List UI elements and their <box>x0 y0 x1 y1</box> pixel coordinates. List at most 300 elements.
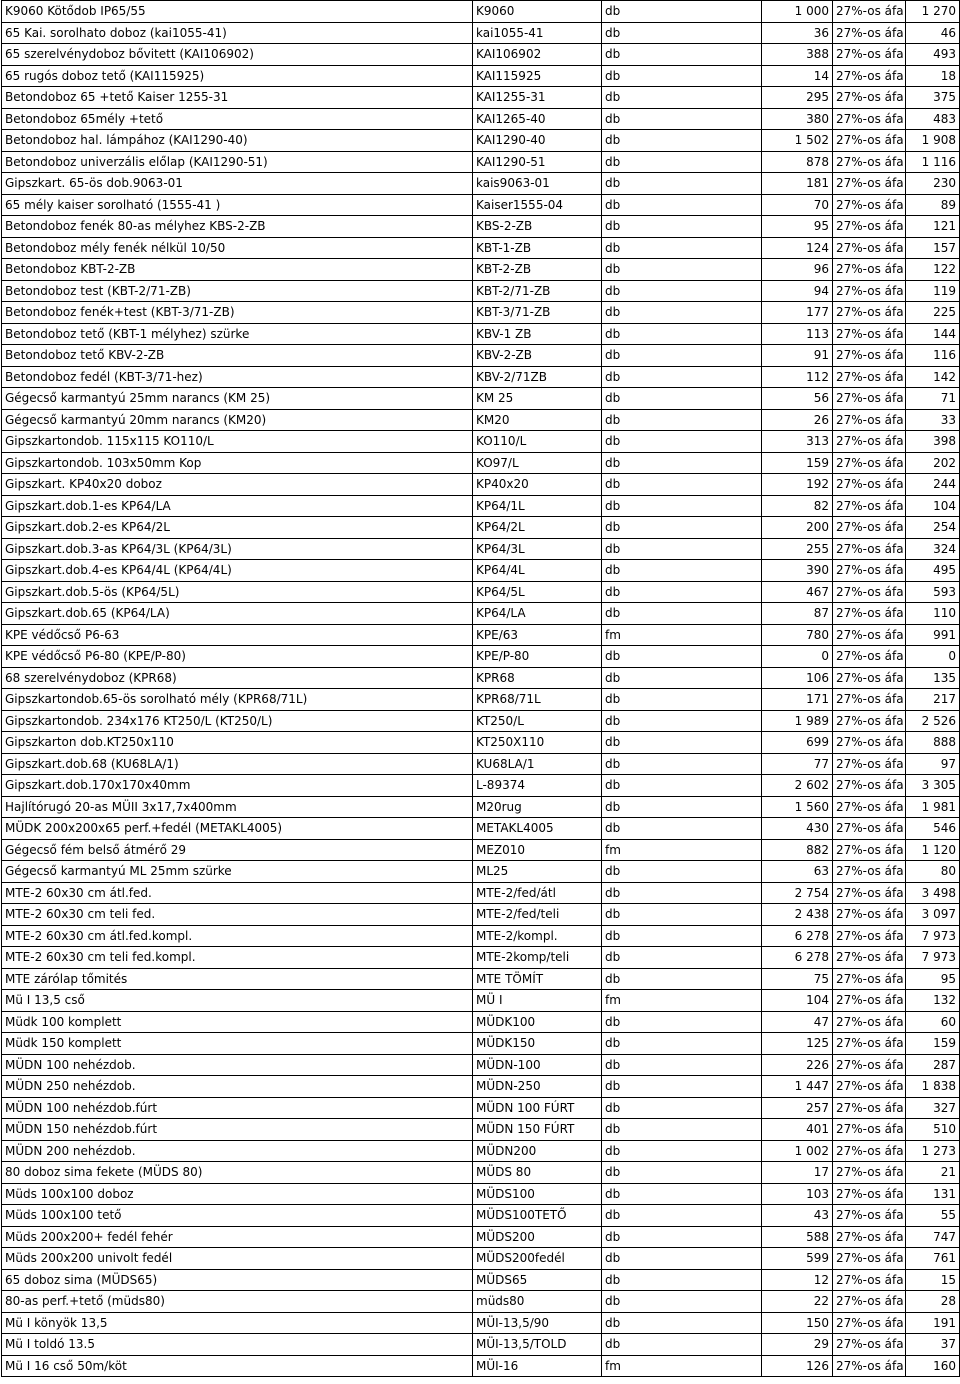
product-code-cell: KP64/2L <box>473 517 602 539</box>
product-name-cell: MÜDN 200 nehézdob. <box>2 1140 473 1162</box>
unit-cell: db <box>602 710 762 732</box>
product-name-cell: 65 Kai. sorolhato doboz (kai1055-41) <box>2 22 473 44</box>
product-name-cell: Gipszkart.dob.5-ös (KP64/5L) <box>2 581 473 603</box>
net-price-cell: 1 000 <box>762 1 833 23</box>
gross-price-cell: 144 <box>906 323 960 345</box>
product-code-cell: KBV-1 ZB <box>473 323 602 345</box>
gross-price-cell: 398 <box>906 431 960 453</box>
table-row <box>2 796 960 818</box>
net-price-cell: 95 <box>762 216 833 238</box>
vat-rate-cell: 27%-os áfa <box>833 1097 906 1119</box>
product-name-cell: 80 doboz sima fekete (MÜDS 80) <box>2 1162 473 1184</box>
product-name-cell: MÜDN 100 nehézdob.fúrt <box>2 1097 473 1119</box>
product-name-cell: Gipszkartondob. 234x176 KT250/L (KT250/L) <box>2 710 473 732</box>
unit-cell: db <box>602 216 762 238</box>
vat-rate-cell: 27%-os áfa <box>833 173 906 195</box>
product-name-cell: Gipszkart.dob.65 (KP64/LA) <box>2 603 473 625</box>
product-code-cell: KP64/1L <box>473 495 602 517</box>
product-name-cell: Gipszkart.dob.3-as KP64/3L (KP64/3L) <box>2 538 473 560</box>
vat-rate-cell: 27%-os áfa <box>833 1269 906 1291</box>
product-name-cell: Betondoboz KBT-2-ZB <box>2 259 473 281</box>
product-name-cell: Gipszkart. KP40x20 doboz <box>2 474 473 496</box>
vat-rate-cell: 27%-os áfa <box>833 194 906 216</box>
table-row <box>2 1162 960 1184</box>
product-code-cell: kais9063-01 <box>473 173 602 195</box>
product-name-cell: Mü I 13,5 cső <box>2 990 473 1012</box>
product-code-cell: MÜDN 100 FÚRT <box>473 1097 602 1119</box>
net-price-cell: 14 <box>762 65 833 87</box>
table-row <box>2 345 960 367</box>
gross-price-cell: 55 <box>906 1205 960 1227</box>
unit-cell: db <box>602 947 762 969</box>
net-price-cell: 63 <box>762 861 833 883</box>
product-name-cell: Müds 200x200 univolt fedél <box>2 1248 473 1270</box>
product-code-cell: KBV-2-ZB <box>473 345 602 367</box>
gross-price-cell: 327 <box>906 1097 960 1119</box>
gross-price-cell: 324 <box>906 538 960 560</box>
product-name-cell: Gégecső karmantyú 25mm narancs (KM 25) <box>2 388 473 410</box>
gross-price-cell: 483 <box>906 108 960 130</box>
unit-cell: db <box>602 603 762 625</box>
table-row <box>2 1054 960 1076</box>
table-row <box>2 1183 960 1205</box>
gross-price-cell: 33 <box>906 409 960 431</box>
unit-cell: db <box>602 65 762 87</box>
gross-price-cell: 95 <box>906 968 960 990</box>
vat-rate-cell: 27%-os áfa <box>833 796 906 818</box>
product-code-cell: MTE-2/fed/átl <box>473 882 602 904</box>
gross-price-cell: 254 <box>906 517 960 539</box>
product-code-cell: MTE-2/kompl. <box>473 925 602 947</box>
table-row <box>2 581 960 603</box>
net-price-cell: 430 <box>762 818 833 840</box>
unit-cell: db <box>602 280 762 302</box>
net-price-cell: 87 <box>762 603 833 625</box>
vat-rate-cell: 27%-os áfa <box>833 689 906 711</box>
product-name-cell: 65 doboz sima (MÜDS65) <box>2 1269 473 1291</box>
gross-price-cell: 104 <box>906 495 960 517</box>
product-code-cell: MÜI-16 <box>473 1355 602 1377</box>
gross-price-cell: 1 273 <box>906 1140 960 1162</box>
net-price-cell: 295 <box>762 87 833 109</box>
table-row <box>2 280 960 302</box>
vat-rate-cell: 27%-os áfa <box>833 1 906 23</box>
table-row <box>2 151 960 173</box>
net-price-cell: 1 002 <box>762 1140 833 1162</box>
gross-price-cell: 119 <box>906 280 960 302</box>
unit-cell: fm <box>602 839 762 861</box>
gross-price-cell: 121 <box>906 216 960 238</box>
net-price-cell: 112 <box>762 366 833 388</box>
gross-price-cell: 142 <box>906 366 960 388</box>
product-code-cell: ML25 <box>473 861 602 883</box>
table-row <box>2 1269 960 1291</box>
product-code-cell: KPE/P-80 <box>473 646 602 668</box>
unit-cell: db <box>602 1076 762 1098</box>
net-price-cell: 77 <box>762 753 833 775</box>
vat-rate-cell: 27%-os áfa <box>833 1054 906 1076</box>
table-row <box>2 732 960 754</box>
unit-cell: db <box>602 753 762 775</box>
net-price-cell: 106 <box>762 667 833 689</box>
vat-rate-cell: 27%-os áfa <box>833 818 906 840</box>
table-row <box>2 861 960 883</box>
table-row <box>2 818 960 840</box>
unit-cell: db <box>602 1033 762 1055</box>
vat-rate-cell: 27%-os áfa <box>833 904 906 926</box>
net-price-cell: 91 <box>762 345 833 367</box>
vat-rate-cell: 27%-os áfa <box>833 44 906 66</box>
gross-price-cell: 1 120 <box>906 839 960 861</box>
unit-cell: db <box>602 431 762 453</box>
product-code-cell: MÜDN 150 FÚRT <box>473 1119 602 1141</box>
gross-price-cell: 0 <box>906 646 960 668</box>
vat-rate-cell: 27%-os áfa <box>833 603 906 625</box>
gross-price-cell: 131 <box>906 1183 960 1205</box>
product-code-cell: MÜDS200 <box>473 1226 602 1248</box>
table-row <box>2 925 960 947</box>
product-code-cell: MTE TÖMÍT <box>473 968 602 990</box>
net-price-cell: 17 <box>762 1162 833 1184</box>
table-row <box>2 1119 960 1141</box>
net-price-cell: 150 <box>762 1312 833 1334</box>
net-price-cell: 22 <box>762 1291 833 1313</box>
product-name-cell: MTE-2 60x30 cm átl.fed.kompl. <box>2 925 473 947</box>
net-price-cell: 588 <box>762 1226 833 1248</box>
gross-price-cell: 15 <box>906 1269 960 1291</box>
unit-cell: db <box>602 1119 762 1141</box>
table-row <box>2 44 960 66</box>
product-name-cell: MTE-2 60x30 cm teli fed.kompl. <box>2 947 473 969</box>
unit-cell: db <box>602 1183 762 1205</box>
table-row <box>2 194 960 216</box>
vat-rate-cell: 27%-os áfa <box>833 1226 906 1248</box>
unit-cell: db <box>602 1291 762 1313</box>
product-code-cell: KP64/3L <box>473 538 602 560</box>
unit-cell: db <box>602 517 762 539</box>
gross-price-cell: 116 <box>906 345 960 367</box>
unit-cell: db <box>602 1 762 23</box>
gross-price-cell: 3 305 <box>906 775 960 797</box>
vat-rate-cell: 27%-os áfa <box>833 1291 906 1313</box>
table-row <box>2 947 960 969</box>
net-price-cell: 171 <box>762 689 833 711</box>
product-code-cell: KBS-2-ZB <box>473 216 602 238</box>
table-row <box>2 388 960 410</box>
table-row <box>2 775 960 797</box>
product-code-cell: MÜDN200 <box>473 1140 602 1162</box>
gross-price-cell: 1 270 <box>906 1 960 23</box>
product-name-cell: 68 szerelvénydoboz (KPR68) <box>2 667 473 689</box>
product-code-cell: KM 25 <box>473 388 602 410</box>
unit-cell: fm <box>602 990 762 1012</box>
product-name-cell: 65 mély kaiser sorolható (1555-41 ) <box>2 194 473 216</box>
net-price-cell: 2 438 <box>762 904 833 926</box>
gross-price-cell: 2 526 <box>906 710 960 732</box>
gross-price-cell: 89 <box>906 194 960 216</box>
table-row <box>2 1291 960 1313</box>
gross-price-cell: 546 <box>906 818 960 840</box>
gross-price-cell: 160 <box>906 1355 960 1377</box>
net-price-cell: 1 560 <box>762 796 833 818</box>
net-price-cell: 380 <box>762 108 833 130</box>
product-code-cell: MÜ I <box>473 990 602 1012</box>
product-name-cell: Betondoboz mély fenék nélkül 10/50 <box>2 237 473 259</box>
net-price-cell: 75 <box>762 968 833 990</box>
product-name-cell: K9060 Kötődob IP65/55 <box>2 1 473 23</box>
product-name-cell: Gipszkart. 65-ös dob.9063-01 <box>2 173 473 195</box>
table-row <box>2 87 960 109</box>
net-price-cell: 878 <box>762 151 833 173</box>
unit-cell: db <box>602 1205 762 1227</box>
net-price-cell: 94 <box>762 280 833 302</box>
table-row <box>2 904 960 926</box>
product-code-cell: KPR68 <box>473 667 602 689</box>
product-code-cell: KBT-1-ZB <box>473 237 602 259</box>
net-price-cell: 113 <box>762 323 833 345</box>
unit-cell: db <box>602 775 762 797</box>
net-price-cell: 780 <box>762 624 833 646</box>
vat-rate-cell: 27%-os áfa <box>833 753 906 775</box>
net-price-cell: 1 447 <box>762 1076 833 1098</box>
table-row <box>2 173 960 195</box>
net-price-cell: 6 278 <box>762 925 833 947</box>
net-price-cell: 12 <box>762 1269 833 1291</box>
gross-price-cell: 18 <box>906 65 960 87</box>
product-code-cell: KAI115925 <box>473 65 602 87</box>
product-code-cell: MÜI-13,5/90 <box>473 1312 602 1334</box>
product-code-cell: KO97/L <box>473 452 602 474</box>
net-price-cell: 2 754 <box>762 882 833 904</box>
table-row <box>2 302 960 324</box>
product-name-cell: KPE védőcső P6-63 <box>2 624 473 646</box>
product-name-cell: Müdk 100 komplett <box>2 1011 473 1033</box>
product-code-cell: MÜDK150 <box>473 1033 602 1055</box>
vat-rate-cell: 27%-os áfa <box>833 1033 906 1055</box>
vat-rate-cell: 27%-os áfa <box>833 345 906 367</box>
vat-rate-cell: 27%-os áfa <box>833 1248 906 1270</box>
vat-rate-cell: 27%-os áfa <box>833 1162 906 1184</box>
unit-cell: db <box>602 1097 762 1119</box>
vat-rate-cell: 27%-os áfa <box>833 452 906 474</box>
vat-rate-cell: 27%-os áfa <box>833 495 906 517</box>
vat-rate-cell: 27%-os áfa <box>833 517 906 539</box>
product-name-cell: MÜDN 100 nehézdob. <box>2 1054 473 1076</box>
gross-price-cell: 888 <box>906 732 960 754</box>
product-name-cell: Gipszkartondob. 103x50mm Kop <box>2 452 473 474</box>
product-name-cell: KPE védőcső P6-80 (KPE/P-80) <box>2 646 473 668</box>
unit-cell: db <box>602 1226 762 1248</box>
net-price-cell: 124 <box>762 237 833 259</box>
product-name-cell: Hajlítórugó 20-as MÜII 3x17,7x400mm <box>2 796 473 818</box>
table-row <box>2 1076 960 1098</box>
net-price-cell: 125 <box>762 1033 833 1055</box>
product-name-cell: Gipszkart.dob.2-es KP64/2L <box>2 517 473 539</box>
net-price-cell: 401 <box>762 1119 833 1141</box>
product-name-cell: Müdk 150 komplett <box>2 1033 473 1055</box>
product-name-cell: Gipszkarton dob.KT250x110 <box>2 732 473 754</box>
vat-rate-cell: 27%-os áfa <box>833 1334 906 1356</box>
table-row <box>2 882 960 904</box>
product-code-cell: KAI1255-31 <box>473 87 602 109</box>
net-price-cell: 104 <box>762 990 833 1012</box>
product-code-cell: MÜDS 80 <box>473 1162 602 1184</box>
unit-cell: db <box>602 474 762 496</box>
table-row <box>2 689 960 711</box>
product-name-cell: MTE-2 60x30 cm teli fed. <box>2 904 473 926</box>
unit-cell: db <box>602 302 762 324</box>
product-name-cell: Gipszkart.dob.4-es KP64/4L (KP64/4L) <box>2 560 473 582</box>
product-code-cell: K9060 <box>473 1 602 23</box>
product-code-cell: MÜDS100TETŐ <box>473 1205 602 1227</box>
vat-rate-cell: 27%-os áfa <box>833 431 906 453</box>
net-price-cell: 467 <box>762 581 833 603</box>
product-code-cell: MÜDS100 <box>473 1183 602 1205</box>
table-row <box>2 603 960 625</box>
vat-rate-cell: 27%-os áfa <box>833 947 906 969</box>
product-name-cell: Gégecső karmantyú 20mm narancs (KM20) <box>2 409 473 431</box>
vat-rate-cell: 27%-os áfa <box>833 366 906 388</box>
gross-price-cell: 157 <box>906 237 960 259</box>
vat-rate-cell: 27%-os áfa <box>833 1119 906 1141</box>
table-row <box>2 710 960 732</box>
unit-cell: db <box>602 538 762 560</box>
table-row <box>2 65 960 87</box>
unit-cell: fm <box>602 624 762 646</box>
gross-price-cell: 122 <box>906 259 960 281</box>
net-price-cell: 29 <box>762 1334 833 1356</box>
unit-cell: db <box>602 1248 762 1270</box>
table-row <box>2 538 960 560</box>
net-price-cell: 96 <box>762 259 833 281</box>
net-price-cell: 47 <box>762 1011 833 1033</box>
product-code-cell: KAI1265-40 <box>473 108 602 130</box>
unit-cell: db <box>602 388 762 410</box>
price-list-table <box>1 0 960 1377</box>
vat-rate-cell: 27%-os áfa <box>833 1011 906 1033</box>
unit-cell: db <box>602 1334 762 1356</box>
unit-cell: db <box>602 44 762 66</box>
vat-rate-cell: 27%-os áfa <box>833 990 906 1012</box>
product-name-cell: Mü I 16 cső 50m/köt <box>2 1355 473 1377</box>
unit-cell: fm <box>602 1355 762 1377</box>
table-row <box>2 1011 960 1033</box>
vat-rate-cell: 27%-os áfa <box>833 151 906 173</box>
product-code-cell: MTE-2komp/teli <box>473 947 602 969</box>
table-row <box>2 753 960 775</box>
product-name-cell: Betondoboz 65mély +tető <box>2 108 473 130</box>
gross-price-cell: 761 <box>906 1248 960 1270</box>
product-name-cell: 80-as perf.+tető (müds80) <box>2 1291 473 1313</box>
gross-price-cell: 37 <box>906 1334 960 1356</box>
product-code-cell: KP64/4L <box>473 560 602 582</box>
product-code-cell: KP64/LA <box>473 603 602 625</box>
product-code-cell: MÜDK100 <box>473 1011 602 1033</box>
vat-rate-cell: 27%-os áfa <box>833 667 906 689</box>
product-code-cell: KM20 <box>473 409 602 431</box>
gross-price-cell: 28 <box>906 1291 960 1313</box>
gross-price-cell: 7 973 <box>906 947 960 969</box>
table-row <box>2 624 960 646</box>
net-price-cell: 1 502 <box>762 130 833 152</box>
gross-price-cell: 159 <box>906 1033 960 1055</box>
vat-rate-cell: 27%-os áfa <box>833 775 906 797</box>
vat-rate-cell: 27%-os áfa <box>833 388 906 410</box>
table-row <box>2 517 960 539</box>
vat-rate-cell: 27%-os áfa <box>833 925 906 947</box>
vat-rate-cell: 27%-os áfa <box>833 882 906 904</box>
unit-cell: db <box>602 667 762 689</box>
net-price-cell: 0 <box>762 646 833 668</box>
table-row <box>2 1312 960 1334</box>
vat-rate-cell: 27%-os áfa <box>833 237 906 259</box>
product-name-cell: Betondoboz fenék+test (KBT-3/71-ZB) <box>2 302 473 324</box>
table-row <box>2 216 960 238</box>
vat-rate-cell: 27%-os áfa <box>833 581 906 603</box>
product-code-cell: M20rug <box>473 796 602 818</box>
product-code-cell: KT250X110 <box>473 732 602 754</box>
vat-rate-cell: 27%-os áfa <box>833 1140 906 1162</box>
table-row <box>2 431 960 453</box>
product-name-cell: Mü I könyök 13,5 <box>2 1312 473 1334</box>
unit-cell: db <box>602 452 762 474</box>
table-row <box>2 1334 960 1356</box>
gross-price-cell: 217 <box>906 689 960 711</box>
gross-price-cell: 230 <box>906 173 960 195</box>
product-code-cell: KPR68/71L <box>473 689 602 711</box>
product-code-cell: KAI1290-51 <box>473 151 602 173</box>
table-row <box>2 130 960 152</box>
product-name-cell: MTE-2 60x30 cm átl.fed. <box>2 882 473 904</box>
product-code-cell: müds80 <box>473 1291 602 1313</box>
gross-price-cell: 3 097 <box>906 904 960 926</box>
table-row <box>2 237 960 259</box>
net-price-cell: 177 <box>762 302 833 324</box>
product-name-cell: Gipszkart.dob.68 (KU68LA/1) <box>2 753 473 775</box>
unit-cell: db <box>602 818 762 840</box>
vat-rate-cell: 27%-os áfa <box>833 1076 906 1098</box>
unit-cell: db <box>602 861 762 883</box>
vat-rate-cell: 27%-os áfa <box>833 65 906 87</box>
table-row <box>2 560 960 582</box>
product-name-cell: Gipszkart.dob.170x170x40mm <box>2 775 473 797</box>
gross-price-cell: 191 <box>906 1312 960 1334</box>
unit-cell: db <box>602 409 762 431</box>
net-price-cell: 2 602 <box>762 775 833 797</box>
gross-price-cell: 135 <box>906 667 960 689</box>
product-code-cell: kai1055-41 <box>473 22 602 44</box>
table-row <box>2 839 960 861</box>
gross-price-cell: 225 <box>906 302 960 324</box>
product-code-cell: MÜDN-100 <box>473 1054 602 1076</box>
gross-price-cell: 80 <box>906 861 960 883</box>
product-name-cell: Gipszkartondob. 115x115 KO110/L <box>2 431 473 453</box>
vat-rate-cell: 27%-os áfa <box>833 323 906 345</box>
table-row <box>2 1 960 23</box>
unit-cell: db <box>602 646 762 668</box>
table-row <box>2 495 960 517</box>
vat-rate-cell: 27%-os áfa <box>833 259 906 281</box>
unit-cell: db <box>602 1162 762 1184</box>
product-name-cell: Gégecső karmantyú ML 25mm szürke <box>2 861 473 883</box>
gross-price-cell: 71 <box>906 388 960 410</box>
product-name-cell: Müds 100x100 tető <box>2 1205 473 1227</box>
product-code-cell: MÜI-13,5/TOLD <box>473 1334 602 1356</box>
product-name-cell: Betondoboz fenék 80-as mélyhez KBS-2-ZB <box>2 216 473 238</box>
product-name-cell: MÜDN 250 nehézdob. <box>2 1076 473 1098</box>
unit-cell: db <box>602 581 762 603</box>
product-name-cell: Betondoboz hal. lámpához (KAI1290-40) <box>2 130 473 152</box>
